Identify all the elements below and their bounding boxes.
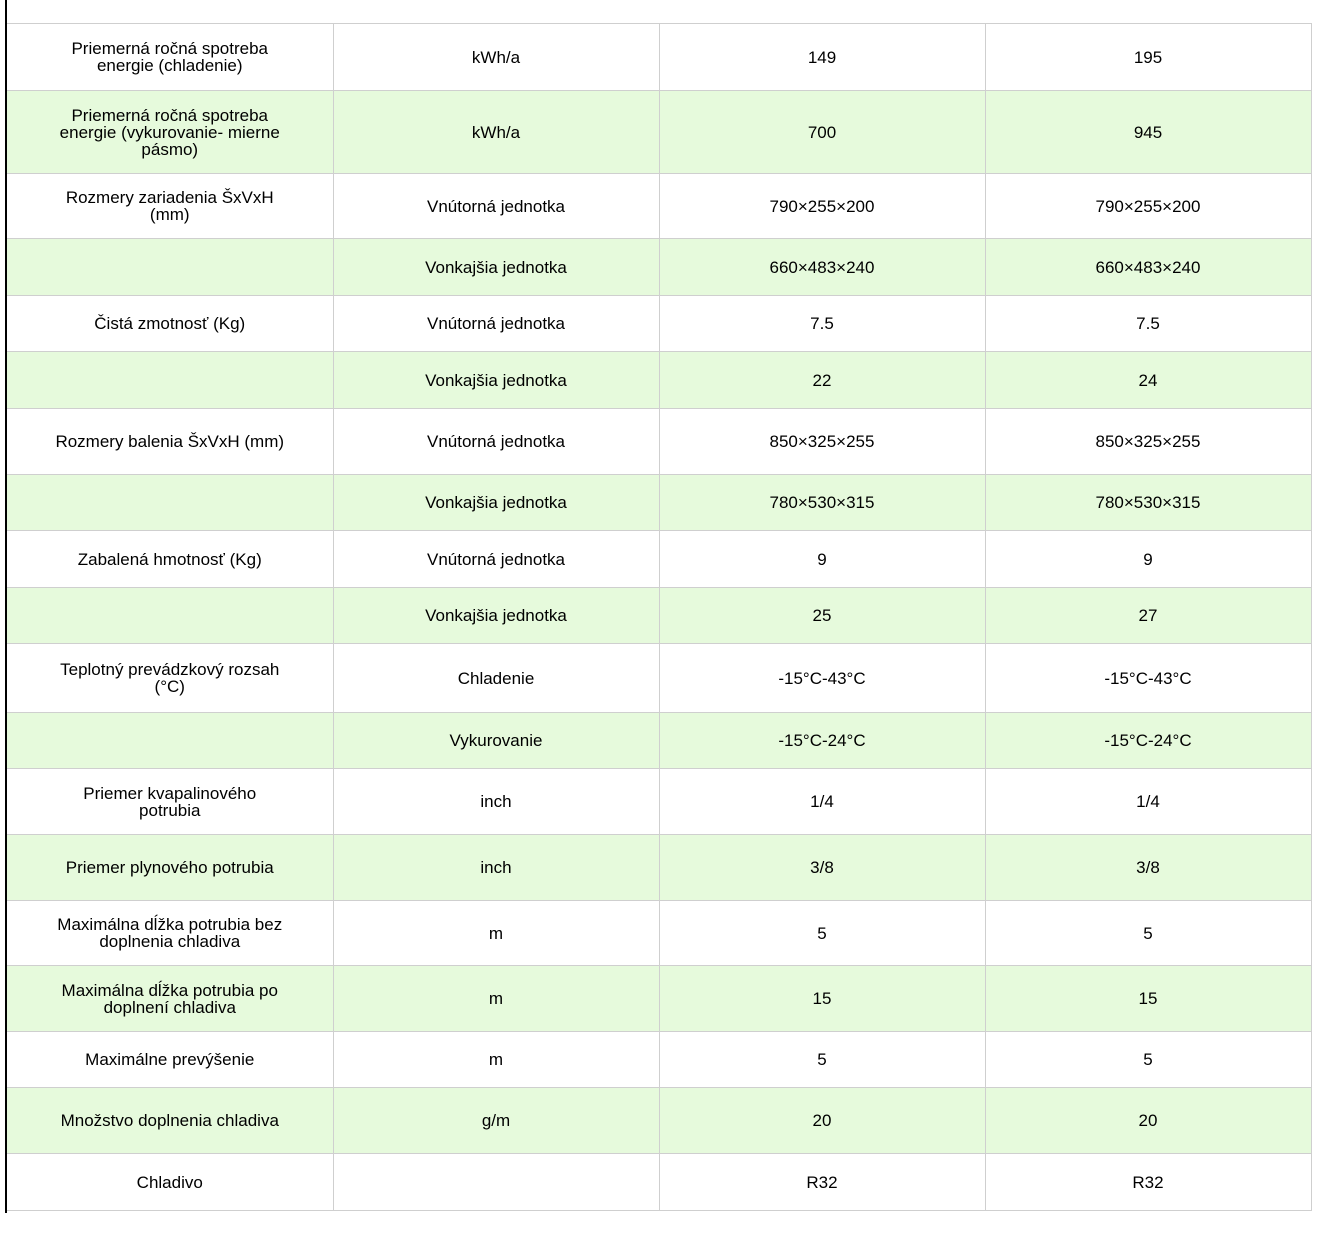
table-row [7,588,1311,644]
value-model-1: 25 [659,588,985,644]
param-unit: kWh/a [333,24,659,91]
value-model-2: 27 [985,588,1311,644]
value-model-1: -15°C-24°C [659,713,985,769]
value-model-1: -15°C-43°C [659,644,985,713]
table-row [7,239,1311,296]
table-row [7,1032,1311,1088]
value-model-2: 24 [985,352,1311,409]
param-unit: Vonkajšia jednotka [333,588,659,644]
param-unit: Vnútorná jednotka [333,174,659,239]
param-unit: g/m [333,1088,659,1154]
value-model-2: 780×530×315 [985,475,1311,531]
param-label: Maximálne prevýšenie [7,1032,333,1088]
param-unit: m [333,901,659,966]
table-row [7,352,1311,409]
param-label: Maximálna dĺžka potrubia po doplnení chladiva [7,966,333,1032]
value-model-1: 7.5 [659,296,985,352]
param-unit: Vnútorná jednotka [333,531,659,588]
value-model-1: 22 [659,352,985,409]
param-unit: Vonkajšia jednotka [333,239,659,296]
param-unit: Chladenie [333,644,659,713]
value-model-1: 20 [659,1088,985,1154]
table-row [7,91,1311,174]
value-model-2: 660×483×240 [985,239,1311,296]
table-row [7,409,1311,475]
param-label [7,239,333,296]
param-unit: Vykurovanie [333,713,659,769]
value-model-2: 20 [985,1088,1311,1154]
value-model-2: 5 [985,1032,1311,1088]
param-unit: Vonkajšia jednotka [333,352,659,409]
param-label: Maximálna dĺžka potrubia bez doplnenia chladiva [7,901,333,966]
param-unit: m [333,1032,659,1088]
param-label: Rozmery zariadenia ŠxVxH (mm) [7,174,333,239]
table-row [7,1088,1311,1154]
value-model-2: 850×325×255 [985,409,1311,475]
param-label [7,475,333,531]
value-model-1: 700 [659,91,985,174]
param-label: Rozmery balenia ŠxVxH (mm) [7,409,333,475]
value-model-1: 780×530×315 [659,475,985,531]
param-label: Priemerná ročná spotreba energie (chladenie) [7,24,333,91]
param-unit: Vnútorná jednotka [333,409,659,475]
table-row [7,713,1311,769]
value-model-2: 15 [985,966,1311,1032]
param-unit: inch [333,769,659,835]
value-model-2: -15°C-43°C [985,644,1311,713]
table-row [7,1154,1311,1211]
value-model-1: 790×255×200 [659,174,985,239]
table-row [7,901,1311,966]
value-model-2: R32 [985,1154,1311,1211]
param-label [7,713,333,769]
table-row [7,769,1311,835]
value-model-1: 5 [659,1032,985,1088]
spec-table [7,23,1312,1211]
table-row [7,966,1311,1032]
value-model-2: 5 [985,901,1311,966]
value-model-2: 9 [985,531,1311,588]
param-label: Priemerná ročná spotreba energie (vykurovanie- mierne pásmo) [7,91,333,174]
param-label: Čistá zmotnosť (Kg) [7,296,333,352]
value-model-1: 1/4 [659,769,985,835]
value-model-1: 9 [659,531,985,588]
value-model-1: 149 [659,24,985,91]
param-label: Teplotný prevádzkový rozsah (°C) [7,644,333,713]
value-model-2: 945 [985,91,1311,174]
table-row [7,296,1311,352]
param-unit: inch [333,835,659,901]
param-label: Chladivo [7,1154,333,1211]
table-row [7,644,1311,713]
table-row [7,24,1311,91]
param-unit [333,1154,659,1211]
value-model-1: 3/8 [659,835,985,901]
table-row [7,531,1311,588]
value-model-1: 850×325×255 [659,409,985,475]
param-label: Priemer plynového potrubia [7,835,333,901]
table-row [7,174,1311,239]
value-model-2: 3/8 [985,835,1311,901]
param-label: Zabalená hmotnosť (Kg) [7,531,333,588]
value-model-1: R32 [659,1154,985,1211]
param-unit: m [333,966,659,1032]
param-unit: Vonkajšia jednotka [333,475,659,531]
value-model-1: 15 [659,966,985,1032]
value-model-1: 660×483×240 [659,239,985,296]
table-row [7,835,1311,901]
param-label: Priemer kvapalinového potrubia [7,769,333,835]
value-model-1: 5 [659,901,985,966]
value-model-2: 195 [985,24,1311,91]
param-label [7,588,333,644]
param-label [7,352,333,409]
param-unit: Vnútorná jednotka [333,296,659,352]
value-model-2: 1/4 [985,769,1311,835]
value-model-2: 790×255×200 [985,174,1311,239]
table-row [7,475,1311,531]
value-model-2: 7.5 [985,296,1311,352]
param-label: Množstvo doplnenia chladiva [7,1088,333,1154]
value-model-2: -15°C-24°C [985,713,1311,769]
param-unit: kWh/a [333,91,659,174]
